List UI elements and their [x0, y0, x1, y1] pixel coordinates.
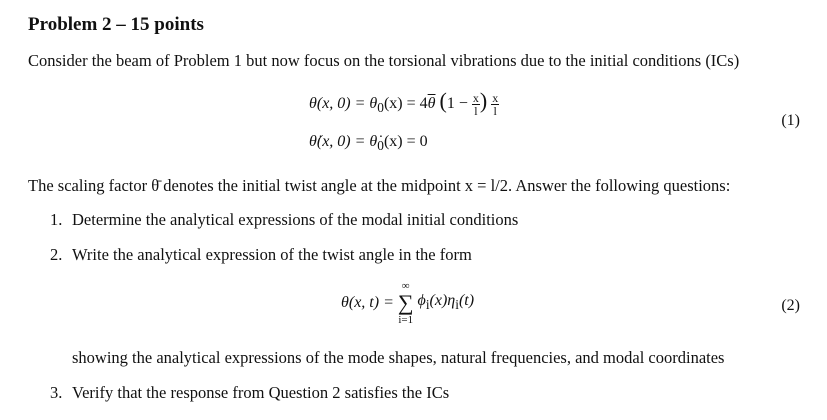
eq2-phi-sub: i — [425, 297, 430, 313]
question-1-number: 1. — [50, 210, 63, 229]
eq1-line2-lhs: θ̇(x, 0) = θ̇ — [309, 133, 378, 150]
eq2-sigma: ∑ — [397, 290, 414, 315]
eq2-summation — [398, 280, 414, 326]
eq1-line2-sub: 0 — [377, 138, 384, 154]
intro-paragraph: Consider the beam of Problem 1 but now focus on the torsional vibrations due to the initial conditions (ICs) — [28, 51, 740, 70]
eq1-line1-mid: (x) = 4 — [383, 95, 428, 112]
eq1-line1-sub: 0 — [377, 100, 384, 116]
eq2-end: (t) — [458, 292, 475, 310]
question-3 — [50, 383, 449, 403]
eq1-open-paren: ( — [439, 88, 447, 113]
equation-1-line-2 — [309, 133, 428, 154]
eq1-line2-rest: (x) = 0 — [383, 133, 428, 150]
eq2-lhs: θ(x, t) = — [341, 294, 394, 311]
equation-2-number: (2) — [781, 297, 800, 314]
equation-1-number: (1) — [781, 112, 800, 129]
eq1-line1-lhs: θ(x, 0) = θ — [309, 95, 378, 112]
equation-2 — [341, 280, 474, 326]
question-2-text: Write the analytical expression of the twist angle in the form — [72, 245, 472, 264]
question-1-text: Determine the analytical expressions of the modal initial conditions — [72, 210, 519, 229]
eq2-lower-limit: i=1 — [398, 314, 414, 326]
question-2 — [50, 245, 472, 265]
question-1 — [50, 210, 518, 230]
eq2-phi: ϕ — [417, 292, 426, 310]
question-3-number: 3. — [50, 383, 63, 402]
eq1-theta-bar: $\overline{\theta}$ — [427, 95, 436, 112]
scaling-paragraph: The scaling factor θ̄ denotes the initial twist angle at the midpoint x = l/2. Answer the following questions: — [28, 176, 731, 195]
eq2-upper-limit: ∞ — [401, 280, 410, 292]
question-2-number: 2. — [50, 245, 63, 264]
eq1-fraction-1: $\frac{x}{l}$ — [472, 90, 479, 118]
equation-1-line-1: θ(x, $0) = \theta_0(x) = 4\overline{\theta}$ (1 − $\frac{x}{l}$ ) $\frac{x}{l}$ — [309, 88, 499, 118]
eq1-fraction-2: $\frac{x}{l}$ — [492, 90, 499, 118]
problem-title: Problem 2 – 15 points — [28, 14, 204, 35]
eq1-close-paren: ) — [479, 88, 488, 113]
eq2-eta: (x)η — [429, 292, 456, 310]
eq2-eta-sub: i — [455, 297, 459, 313]
question-3-text: Verify that the response from Question 2 satisfies the ICs — [72, 383, 450, 402]
followup-paragraph: showing the analytical expressions of the mode shapes, natural frequencies, and modal coordinates — [72, 348, 725, 367]
